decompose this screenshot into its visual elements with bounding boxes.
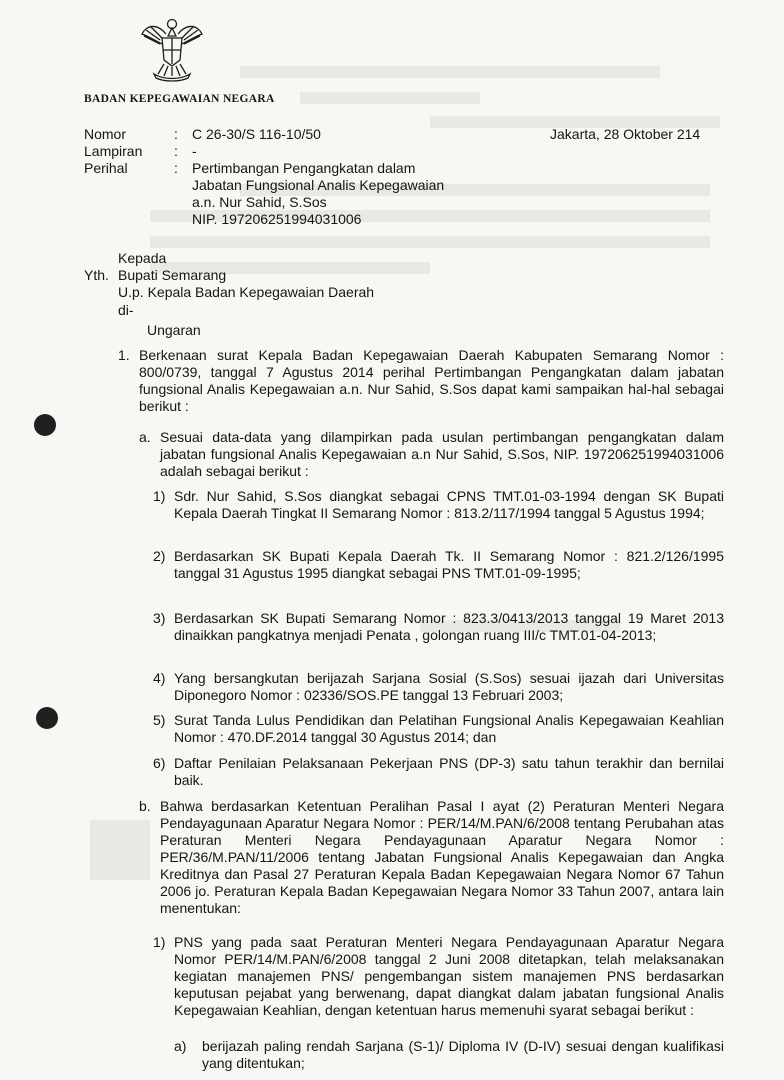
paragraph-1: Berkenaan surat Kepala Badan Kepegawaian Daerah Kabupaten Semarang Nomor : 800/0739, tanggal 7 Agustus 2014 perihal Pertimbangan Pengangkatan dalam jabatan fungsional Analis Kepegawaian a.n. Nur Sahid, S.Sos dapat kami sampaikan hal-hal sebagai berikut : (139, 347, 724, 414)
list-item: Berdasarkan SK Bupati Semarang Nomor : 823.3/0413/2013 tanggal 19 Maret 2013 dinaikkan pangkatnya menjadi Penata , golongan ruang III/c TMT.01-04-2013; (174, 610, 724, 643)
up-line: U.p. Kepala Badan Kepegawaian Daerah (118, 284, 375, 300)
kepada-label: Kepada (118, 250, 167, 266)
city: Ungaran (147, 322, 201, 338)
list-item-number: 2) (153, 548, 166, 564)
yth-label: Yth. (84, 267, 109, 283)
paragraph-b: Bahwa berdasarkan Ketentuan Peralihan Pasal I ayat (2) Peraturan Menteri Negara Pendayagunaan Aparatur Negara Nomor : PER/14/M.PAN/6/2008 tentang Perubahan atas Peraturan Menteri Negara Pendayagunaan Aparatur Negara Nomor : PER/36/M.PAN/11/2006 tentang Jabatan Fungsional Analis Kepegawaian dan Angka Kreditnya dan Pasal 27 Peraturan Kepala Badan Kepegawaian Negara Nomor 67 Tahun 2006 jo. Peraturan Kepala Badan Kepegawaian Negara Nomor 33 Tahun 2007, antara lain menentukan: (160, 798, 724, 916)
item-letter: b. (139, 798, 151, 814)
list-item-number: 1) (153, 488, 166, 504)
organization-name: BADAN KEPEGAWAIAN NEGARA (84, 93, 275, 105)
perihal-line: Jabatan Fungsional Analis Kepegawaian (192, 177, 445, 193)
list-item-number: 5) (153, 712, 166, 728)
paragraph-a: Sesuai data-data yang dilampirkan pada usulan pertimbangan pengangkatan dalam jabatan fungsional Analis Kepegawaian a.n Nur Sahid, S.Sos, NIP. 197206251994031006 adalah sebagai berikut : (160, 429, 724, 479)
list-item-number: 4) (153, 670, 166, 686)
punch-hole-top (34, 414, 56, 436)
perihal-line: a.n. Nur Sahid, S.Sos (192, 194, 327, 210)
nomor-value: C 26-30/S 116-10/50 (192, 126, 321, 142)
list-item: Surat Tanda Lulus Pendidikan dan Pelatihan Fungsional Analis Kepegawaian Keahlian Nomor : 470.DF.2014 tanggal 30 Agustus 2014; dan (174, 712, 724, 745)
item-letter: a. (139, 429, 151, 445)
list-item-number: 6) (153, 755, 166, 771)
garuda-emblem-icon (140, 14, 204, 84)
paragraph-number: 1. (118, 347, 130, 363)
list-item: Berdasarkan SK Bupati Kepala Daerah Tk. II Semarang Nomor : 821.2/126/1995 tanggal 31 Agustus 1995 diangkat sebagai PNS TMT.01-09-1995; (174, 548, 724, 581)
perihal-label: Perihal (84, 160, 128, 176)
recipient: Bupati Semarang (118, 267, 227, 283)
di-label: di- (118, 302, 134, 318)
punch-hole-bottom (36, 707, 58, 729)
colon: : (174, 126, 178, 142)
lampiran-value: - (192, 143, 197, 159)
nomor-label: Nomor (84, 126, 127, 142)
colon: : (174, 143, 178, 159)
list-item-letter: a) (174, 1038, 187, 1054)
list-item-number: 1) (153, 934, 166, 950)
list-item: Daftar Penilaian Pelaksanaan Pekerjaan PNS (DP-3) satu tahun terakhir dan bernilai baik. (174, 755, 724, 788)
list-item-number: 3) (153, 610, 166, 626)
paragraph-b1: PNS yang pada saat Peraturan Menteri Negara Pendayagunaan Aparatur Negara Nomor PER/14/M.PAN/6/2008 tanggal 2 Juni 2008 ditetapkan, telah melaksanakan kegiatan manajemen PNS/ pengembangan sistem manajemen PNS berdasarkan keputusan pejabat yang berwenang, dapat diangkat dalam jabatan fungsional Analis Kepegawaian Keahlian, dengan ketentuan harus memenuhi syarat sebagai berikut : (174, 934, 724, 1018)
letter-date: Jakarta, 28 Oktober 214 (550, 126, 701, 142)
list-item: Sdr. Nur Sahid, S.Sos diangkat sebagai CPNS TMT.01-03-1994 dengan SK Bupati Kepala Daerah Tingkat II Semarang Nomor : 813.2/117/1994 tanggal 5 Agustus 1994; (174, 488, 724, 521)
lampiran-label: Lampiran (84, 143, 143, 159)
list-item: Yang bersangkutan berijazah Sarjana Sosial (S.Sos) sesuai ijazah dari Universitas Diponegoro Nomor : 02336/SOS.PE tanggal 13 Februari 2003; (174, 670, 724, 703)
perihal-line: Pertimbangan Pengangkatan dalam (192, 160, 416, 176)
colon: : (174, 160, 178, 176)
perihal-line: NIP. 197206251994031006 (192, 211, 362, 227)
paragraph-ba: berijazah paling rendah Sarjana (S-1)/ Diploma IV (D-IV) sesuai dengan kualifikasi yang ditentukan; (202, 1038, 724, 1071)
